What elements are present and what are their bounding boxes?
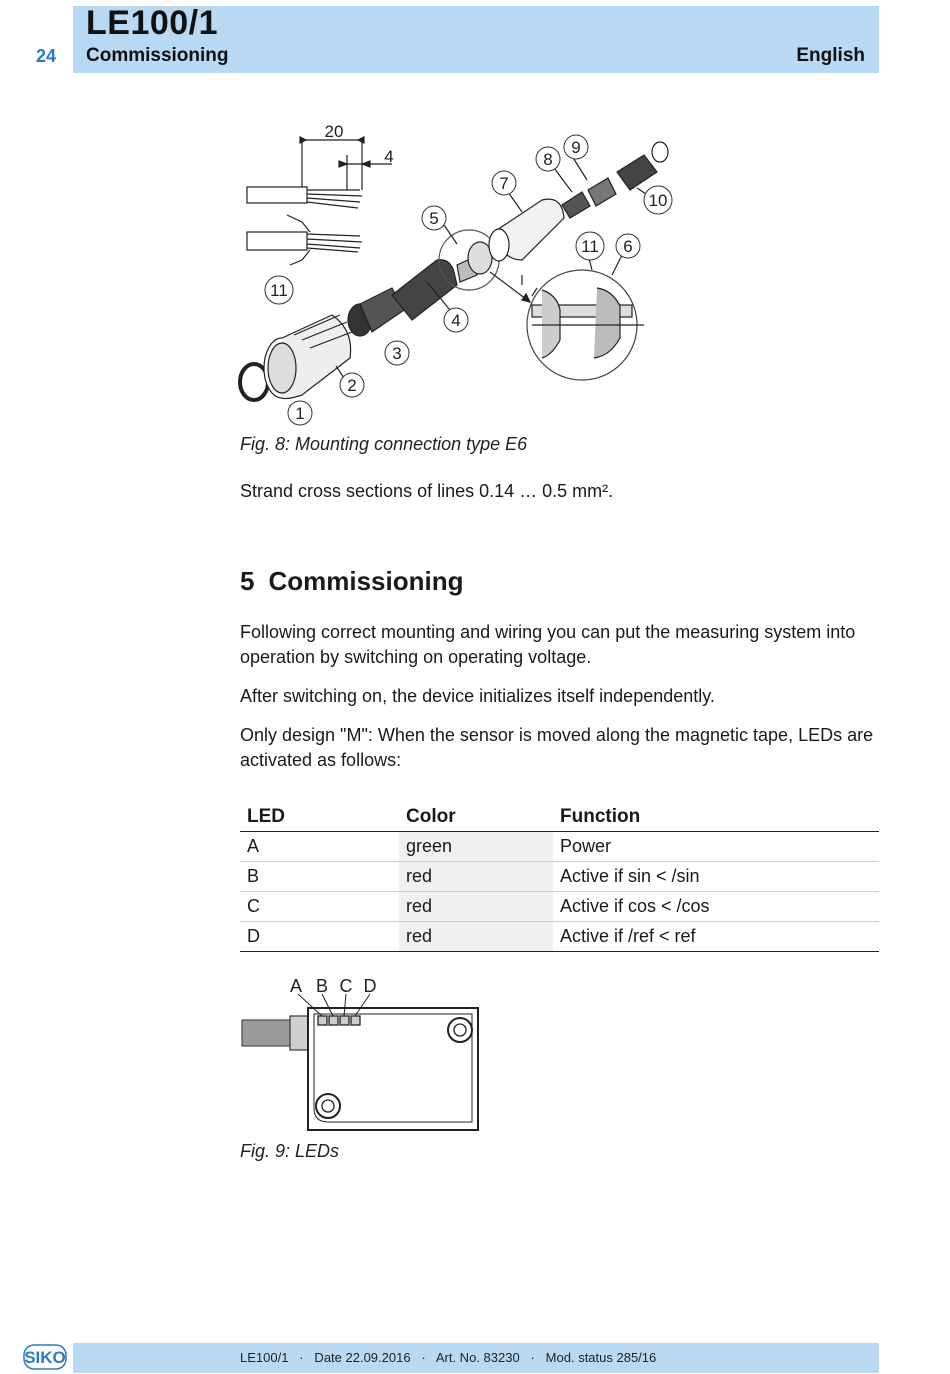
footer-info: LE100/1 · Date 22.09.2016 · Art. No. 83230 · Mod. status 285/16	[240, 1350, 657, 1365]
fig8-label-11-detail: 11	[581, 237, 599, 256]
strand-cross-section-note: Strand cross sections of lines 0.14 … 0.5 mm².	[240, 481, 614, 501]
language-label: English	[796, 45, 865, 66]
column-header-color: Color	[399, 802, 553, 832]
fig8-label-8: 8	[543, 150, 553, 169]
cell-function: Active if cos < /cos	[553, 892, 879, 922]
fig9-label-led-b: B	[315, 976, 329, 996]
fig8-label-11-cable: 11	[270, 281, 288, 300]
column-header-function: Function	[553, 802, 879, 832]
paragraph-commissioning-intro: Following correct mounting and wiring you can put the measuring system into operation by switching on operating voltage.	[240, 622, 856, 667]
fig8-label-4: 4	[451, 311, 461, 330]
siko-logo	[22, 1342, 68, 1372]
running-section-title: Commissioning	[86, 45, 229, 66]
paragraph-initialization: After switching on, the device initializes itself independently.	[240, 686, 715, 706]
fig9-label-led-a: A	[289, 976, 303, 996]
fig8-label-10: 10	[648, 191, 668, 210]
led-table	[240, 802, 879, 952]
figure-8-mounting-drawing	[232, 110, 692, 435]
table-row	[240, 862, 879, 892]
fig8-label-1: 1	[295, 404, 305, 423]
cell-color: green	[399, 832, 553, 862]
page-number: 24	[36, 46, 57, 66]
table-row	[240, 832, 879, 862]
figure-8-caption: Fig. 8: Mounting connection type E6	[240, 434, 528, 454]
fig8-label-7: 7	[499, 174, 509, 193]
cell-color: red	[399, 862, 553, 892]
column-header-led: LED	[240, 802, 399, 832]
siko-logo-text: SIKO	[24, 1348, 66, 1367]
fig8-label-2: 2	[347, 376, 357, 395]
figure-9-led-drawing	[238, 972, 488, 1137]
section-number: 5	[240, 566, 255, 596]
cell-color: red	[399, 922, 553, 952]
section-heading	[240, 566, 463, 597]
cell-function: Active if /ref < ref	[553, 922, 879, 952]
fig8-label-dim-4: 4	[384, 147, 394, 166]
cell-led: C	[240, 892, 399, 922]
cell-led: D	[240, 922, 399, 952]
fig8-label-5: 5	[429, 209, 439, 228]
cell-led: A	[240, 832, 399, 862]
cell-color: red	[399, 892, 553, 922]
cell-led: B	[240, 862, 399, 892]
table-row	[240, 892, 879, 922]
document-title: LE100/1	[86, 4, 219, 42]
paragraph-led-intro: Only design "M": When the sensor is moved along the magnetic tape, LEDs are activated as follows:	[240, 725, 874, 770]
fig9-label-led-c: C	[339, 976, 353, 996]
figure-9-caption: Fig. 9: LEDs	[240, 1141, 340, 1161]
fig8-label-6: 6	[623, 237, 633, 256]
cell-function: Power	[553, 832, 879, 862]
section-title: Commissioning	[268, 566, 464, 596]
fig8-label-9: 9	[571, 138, 581, 157]
cell-function: Active if sin < /sin	[553, 862, 879, 892]
table-header-row	[240, 802, 879, 832]
fig8-label-dim-20: 20	[324, 122, 344, 141]
fig8-label-3: 3	[392, 344, 402, 363]
table-row	[240, 922, 879, 952]
fig9-label-led-d: D	[363, 976, 377, 996]
